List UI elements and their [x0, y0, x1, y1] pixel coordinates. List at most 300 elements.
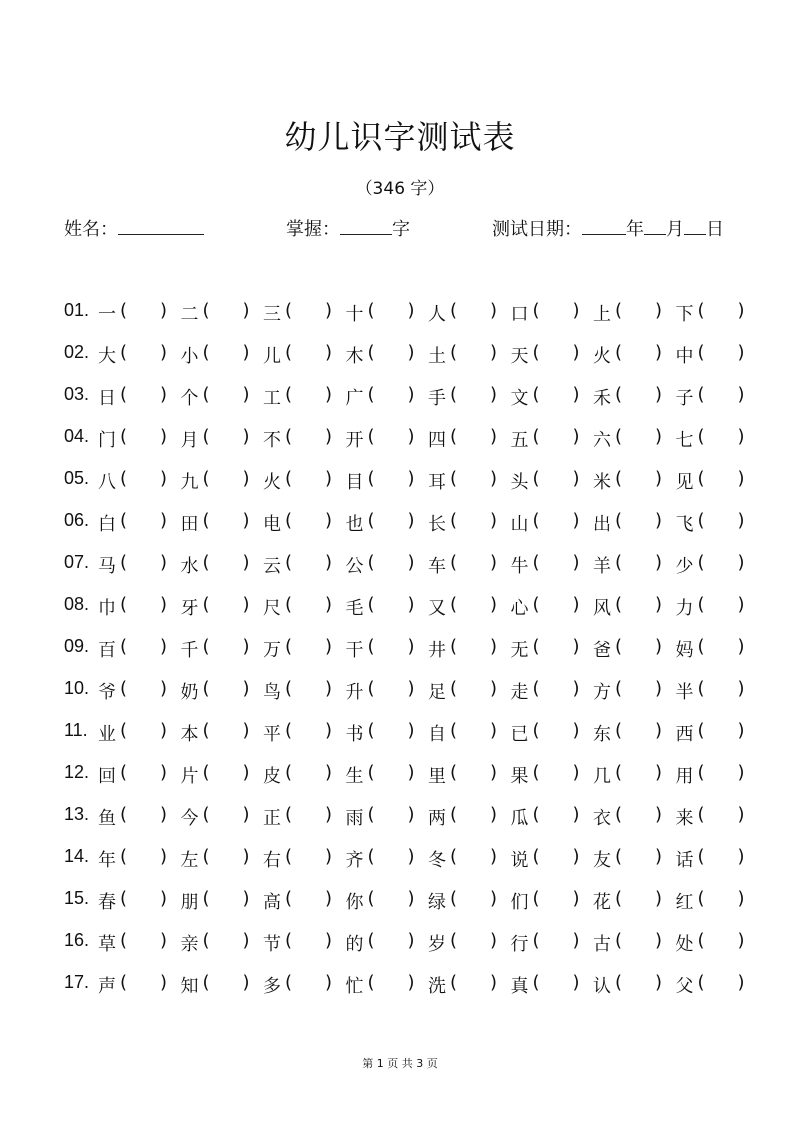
row-number: 02. [64, 342, 90, 362]
answer-open-paren: ( [120, 720, 128, 741]
character-cell: 门 [98, 430, 116, 451]
answer-close-paren: ) [160, 930, 168, 951]
answer-open-paren: ( [615, 300, 623, 321]
answer-close-paren: ) [490, 426, 498, 447]
character-cell: 自 [428, 724, 446, 745]
answer-open-paren: ( [202, 762, 210, 783]
character-cell: 牛 [510, 556, 529, 577]
character-cell: 岁 [428, 934, 446, 955]
character-cell: 果 [510, 766, 529, 787]
character-cell: 耳 [428, 472, 446, 493]
character-cell: 见 [675, 472, 694, 493]
answer-close-paren: ) [490, 720, 498, 741]
character-cell: 毛 [345, 598, 364, 619]
answer-close-paren: ) [572, 636, 580, 657]
answer-open-paren: ( [532, 510, 540, 531]
table-row [64, 378, 754, 420]
character-cell: 书 [345, 724, 364, 745]
answer-close-paren: ) [325, 636, 333, 657]
answer-close-paren: ) [737, 930, 745, 951]
answer-open-paren: ( [202, 468, 210, 489]
page-footer: 第 1 页 共 3 页 [362, 1057, 438, 1070]
character-cell: 知 [180, 976, 199, 997]
answer-close-paren: ) [655, 384, 663, 405]
answer-close-paren: ) [572, 510, 580, 531]
answer-close-paren: ) [490, 846, 498, 867]
character-cell: 头 [510, 472, 529, 493]
answer-close-paren: ) [242, 510, 250, 531]
answer-open-paren: ( [532, 888, 540, 909]
character-cell: 又 [428, 598, 446, 619]
answer-close-paren: ) [325, 552, 333, 573]
answer-open-paren: ( [367, 678, 375, 699]
answer-open-paren: ( [202, 510, 210, 531]
answer-open-paren: ( [697, 510, 705, 531]
answer-close-paren: ) [160, 972, 168, 993]
character-cell: 友 [593, 850, 611, 871]
answer-open-paren: ( [450, 930, 458, 951]
character-cell: 目 [345, 472, 364, 493]
character-cell: 说 [510, 850, 529, 871]
answer-open-paren: ( [697, 678, 705, 699]
answer-close-paren: ) [407, 762, 415, 783]
answer-open-paren: ( [120, 636, 128, 657]
character-cell: 十 [345, 304, 364, 325]
character-cell: 花 [593, 892, 611, 913]
row-number: 17. [64, 972, 90, 992]
character-cell: 升 [345, 682, 364, 703]
answer-close-paren: ) [325, 468, 333, 489]
answer-close-paren: ) [407, 678, 415, 699]
answer-open-paren: ( [367, 636, 375, 657]
answer-open-paren: ( [202, 720, 210, 741]
character-cell: 奶 [180, 682, 199, 703]
answer-close-paren: ) [407, 300, 415, 321]
character-cell: 绿 [428, 892, 446, 913]
date-field [492, 215, 724, 241]
answer-open-paren: ( [532, 384, 540, 405]
answer-close-paren: ) [242, 930, 250, 951]
answer-open-paren: ( [450, 720, 458, 741]
answer-close-paren: ) [490, 972, 498, 993]
character-cell: 少 [675, 556, 694, 577]
answer-close-paren: ) [160, 762, 168, 783]
character-cell: 土 [428, 346, 446, 367]
answer-open-paren: ( [120, 594, 128, 615]
answer-open-paren: ( [367, 426, 375, 447]
page-title: 幼儿识字测试表 [284, 118, 516, 156]
answer-close-paren: ) [160, 384, 168, 405]
answer-open-paren: ( [285, 552, 293, 573]
answer-close-paren: ) [737, 426, 745, 447]
answer-open-paren: ( [367, 384, 375, 405]
answer-close-paren: ) [242, 804, 250, 825]
character-cell: 已 [510, 724, 529, 745]
answer-close-paren: ) [490, 468, 498, 489]
character-cell: 的 [345, 934, 364, 955]
answer-open-paren: ( [697, 930, 705, 951]
answer-close-paren: ) [325, 510, 333, 531]
answer-close-paren: ) [655, 426, 663, 447]
answer-open-paren: ( [120, 678, 128, 699]
character-cell: 齐 [345, 850, 364, 871]
character-cell: 你 [345, 892, 364, 913]
answer-close-paren: ) [407, 384, 415, 405]
answer-open-paren: ( [285, 636, 293, 657]
character-cell: 父 [675, 976, 694, 997]
answer-open-paren: ( [202, 426, 210, 447]
character-cell: 衣 [593, 808, 611, 829]
answer-close-paren: ) [242, 846, 250, 867]
character-cell: 心 [510, 598, 529, 619]
character-cell: 片 [180, 766, 199, 787]
row-number: 04. [64, 426, 90, 446]
answer-open-paren: ( [615, 342, 623, 363]
answer-open-paren: ( [120, 300, 128, 321]
answer-open-paren: ( [120, 972, 128, 993]
character-cell: 认 [593, 976, 611, 997]
answer-close-paren: ) [242, 636, 250, 657]
answer-close-paren: ) [572, 384, 580, 405]
table-row [64, 672, 754, 714]
row-number: 05. [64, 468, 90, 488]
answer-close-paren: ) [407, 426, 415, 447]
answer-close-paren: ) [490, 342, 498, 363]
character-cell: 九 [180, 472, 199, 493]
answer-close-paren: ) [407, 510, 415, 531]
character-cell: 冬 [428, 850, 446, 871]
answer-open-paren: ( [697, 300, 705, 321]
answer-open-paren: ( [450, 426, 458, 447]
answer-open-paren: ( [367, 468, 375, 489]
answer-open-paren: ( [120, 930, 128, 951]
row-number: 15. [64, 888, 90, 908]
character-cell: 们 [510, 892, 529, 913]
answer-close-paren: ) [655, 594, 663, 615]
answer-close-paren: ) [572, 342, 580, 363]
answer-close-paren: ) [737, 468, 745, 489]
character-cell: 也 [345, 514, 364, 535]
answer-open-paren: ( [697, 888, 705, 909]
answer-close-paren: ) [160, 636, 168, 657]
answer-close-paren: ) [737, 762, 745, 783]
answer-close-paren: ) [325, 930, 333, 951]
answer-close-paren: ) [737, 300, 745, 321]
character-cell: 处 [675, 934, 694, 955]
character-cell: 月 [180, 430, 199, 451]
answer-close-paren: ) [572, 762, 580, 783]
day-blank[interactable] [684, 216, 706, 235]
answer-close-paren: ) [160, 426, 168, 447]
answer-close-paren: ) [737, 552, 745, 573]
character-cell: 忙 [345, 976, 364, 997]
answer-close-paren: ) [242, 762, 250, 783]
character-cell: 不 [263, 430, 281, 451]
answer-close-paren: ) [325, 678, 333, 699]
answer-open-paren: ( [202, 804, 210, 825]
character-cell: 个 [180, 388, 199, 409]
answer-open-paren: ( [202, 300, 210, 321]
answer-open-paren: ( [120, 762, 128, 783]
year-blank[interactable] [582, 216, 626, 235]
answer-open-paren: ( [450, 804, 458, 825]
row-number: 14. [64, 846, 90, 866]
answer-open-paren: ( [615, 930, 623, 951]
answer-open-paren: ( [202, 636, 210, 657]
answer-close-paren: ) [737, 972, 745, 993]
answer-close-paren: ) [160, 804, 168, 825]
character-cell: 走 [510, 682, 529, 703]
character-cell: 白 [98, 514, 116, 535]
character-cell: 万 [263, 640, 281, 661]
character-cell: 鸟 [263, 682, 281, 703]
answer-close-paren: ) [655, 342, 663, 363]
answer-close-paren: ) [407, 930, 415, 951]
answer-close-paren: ) [655, 300, 663, 321]
character-cell: 爷 [98, 682, 116, 703]
answer-close-paren: ) [655, 972, 663, 993]
answer-close-paren: ) [160, 510, 168, 531]
character-cell: 开 [345, 430, 364, 451]
character-cell: 二 [180, 304, 199, 325]
answer-close-paren: ) [160, 594, 168, 615]
character-cell: 牙 [180, 598, 199, 619]
answer-close-paren: ) [242, 972, 250, 993]
info-line [64, 215, 742, 243]
answer-open-paren: ( [450, 888, 458, 909]
answer-open-paren: ( [615, 678, 623, 699]
answer-open-paren: ( [615, 846, 623, 867]
answer-open-paren: ( [450, 552, 458, 573]
answer-open-paren: ( [697, 552, 705, 573]
answer-close-paren: ) [572, 888, 580, 909]
answer-open-paren: ( [450, 762, 458, 783]
character-cell: 右 [263, 850, 281, 871]
answer-open-paren: ( [120, 846, 128, 867]
answer-open-paren: ( [450, 342, 458, 363]
answer-open-paren: ( [285, 762, 293, 783]
character-cell: 千 [180, 640, 199, 661]
answer-close-paren: ) [737, 510, 745, 531]
answer-open-paren: ( [120, 552, 128, 573]
answer-open-paren: ( [202, 972, 210, 993]
character-cell: 风 [593, 598, 611, 619]
answer-open-paren: ( [367, 342, 375, 363]
answer-close-paren: ) [242, 342, 250, 363]
answer-close-paren: ) [407, 342, 415, 363]
answer-open-paren: ( [202, 888, 210, 909]
answer-open-paren: ( [615, 552, 623, 573]
month-blank[interactable] [644, 216, 666, 235]
table-row [64, 798, 754, 840]
answer-open-paren: ( [202, 552, 210, 573]
answer-open-paren: ( [202, 930, 210, 951]
character-cell: 水 [180, 556, 199, 577]
character-cell: 方 [593, 682, 611, 703]
character-cell: 无 [510, 640, 529, 661]
answer-close-paren: ) [325, 762, 333, 783]
answer-close-paren: ) [737, 846, 745, 867]
answer-open-paren: ( [697, 804, 705, 825]
answer-close-paren: ) [407, 720, 415, 741]
answer-close-paren: ) [572, 594, 580, 615]
answer-open-paren: ( [615, 720, 623, 741]
character-cell: 干 [345, 640, 364, 661]
character-cell: 真 [510, 976, 529, 997]
answer-open-paren: ( [532, 468, 540, 489]
answer-open-paren: ( [532, 594, 540, 615]
answer-close-paren: ) [490, 300, 498, 321]
answer-open-paren: ( [615, 384, 623, 405]
table-row [64, 630, 754, 672]
answer-close-paren: ) [737, 342, 745, 363]
answer-close-paren: ) [160, 468, 168, 489]
answer-open-paren: ( [285, 510, 293, 531]
mastery-label: 掌握： [286, 219, 340, 240]
character-table [64, 294, 754, 1008]
answer-close-paren: ) [737, 888, 745, 909]
character-cell: 尺 [263, 598, 281, 619]
answer-close-paren: ) [242, 678, 250, 699]
answer-close-paren: ) [242, 594, 250, 615]
answer-open-paren: ( [285, 678, 293, 699]
mastery-field [286, 215, 410, 241]
answer-open-paren: ( [120, 342, 128, 363]
character-cell: 一 [98, 304, 116, 325]
answer-open-paren: ( [285, 846, 293, 867]
character-cell: 生 [345, 766, 364, 787]
answer-close-paren: ) [490, 678, 498, 699]
table-row [64, 546, 754, 588]
character-cell: 米 [593, 472, 611, 493]
character-cell: 大 [98, 346, 116, 367]
character-cell: 木 [345, 346, 364, 367]
answer-open-paren: ( [202, 384, 210, 405]
character-cell: 声 [98, 976, 116, 997]
character-cell: 东 [593, 724, 611, 745]
answer-open-paren: ( [532, 678, 540, 699]
answer-close-paren: ) [490, 510, 498, 531]
answer-open-paren: ( [285, 930, 293, 951]
answer-close-paren: ) [325, 594, 333, 615]
answer-open-paren: ( [450, 300, 458, 321]
character-cell: 来 [675, 808, 694, 829]
character-cell: 公 [345, 556, 364, 577]
character-cell: 禾 [593, 388, 611, 409]
answer-open-paren: ( [285, 426, 293, 447]
character-cell: 多 [263, 976, 281, 997]
answer-close-paren: ) [655, 636, 663, 657]
character-cell: 回 [98, 766, 116, 787]
answer-open-paren: ( [120, 510, 128, 531]
answer-open-paren: ( [285, 300, 293, 321]
answer-open-paren: ( [615, 468, 623, 489]
answer-close-paren: ) [737, 720, 745, 741]
answer-open-paren: ( [615, 762, 623, 783]
row-number: 09. [64, 636, 90, 656]
answer-open-paren: ( [450, 636, 458, 657]
answer-close-paren: ) [325, 888, 333, 909]
answer-close-paren: ) [572, 720, 580, 741]
row-number: 11. [64, 720, 88, 740]
character-cell: 火 [263, 472, 281, 493]
character-cell: 力 [675, 598, 694, 619]
character-cell: 人 [428, 304, 446, 325]
character-cell: 古 [593, 934, 611, 955]
answer-open-paren: ( [285, 594, 293, 615]
answer-open-paren: ( [532, 426, 540, 447]
answer-close-paren: ) [160, 342, 168, 363]
answer-close-paren: ) [325, 384, 333, 405]
answer-close-paren: ) [655, 552, 663, 573]
answer-open-paren: ( [615, 510, 623, 531]
answer-close-paren: ) [160, 888, 168, 909]
answer-open-paren: ( [697, 972, 705, 993]
answer-open-paren: ( [450, 678, 458, 699]
row-number: 13. [64, 804, 90, 824]
answer-open-paren: ( [202, 678, 210, 699]
character-cell: 瓜 [510, 808, 529, 829]
answer-open-paren: ( [615, 972, 623, 993]
character-cell: 两 [428, 808, 446, 829]
answer-close-paren: ) [490, 888, 498, 909]
answer-open-paren: ( [532, 300, 540, 321]
answer-open-paren: ( [697, 468, 705, 489]
answer-close-paren: ) [490, 384, 498, 405]
table-row [64, 336, 754, 378]
answer-open-paren: ( [697, 762, 705, 783]
character-cell: 红 [675, 892, 694, 913]
answer-close-paren: ) [325, 972, 333, 993]
answer-open-paren: ( [367, 300, 375, 321]
name-blank[interactable] [118, 216, 204, 235]
answer-close-paren: ) [407, 636, 415, 657]
answer-close-paren: ) [242, 552, 250, 573]
answer-open-paren: ( [285, 804, 293, 825]
row-number: 03. [64, 384, 90, 404]
answer-close-paren: ) [160, 846, 168, 867]
answer-open-paren: ( [202, 846, 210, 867]
answer-open-paren: ( [615, 636, 623, 657]
character-cell: 亲 [180, 934, 199, 955]
answer-close-paren: ) [572, 804, 580, 825]
character-cell: 车 [428, 556, 446, 577]
character-cell: 百 [98, 640, 116, 661]
answer-close-paren: ) [737, 384, 745, 405]
answer-open-paren: ( [450, 468, 458, 489]
character-cell: 高 [263, 892, 281, 913]
mastery-blank[interactable] [340, 216, 392, 235]
answer-close-paren: ) [572, 846, 580, 867]
answer-open-paren: ( [532, 636, 540, 657]
character-cell: 子 [675, 388, 694, 409]
answer-close-paren: ) [737, 594, 745, 615]
row-number: 10. [64, 678, 90, 698]
answer-close-paren: ) [572, 300, 580, 321]
answer-open-paren: ( [532, 552, 540, 573]
answer-open-paren: ( [532, 930, 540, 951]
answer-close-paren: ) [490, 594, 498, 615]
character-cell: 山 [510, 514, 529, 535]
character-cell: 足 [428, 682, 446, 703]
name-field [64, 215, 204, 241]
answer-open-paren: ( [367, 888, 375, 909]
char-count-subtitle: （346 字） [355, 179, 445, 199]
answer-open-paren: ( [532, 720, 540, 741]
answer-close-paren: ) [655, 846, 663, 867]
table-row [64, 504, 754, 546]
answer-open-paren: ( [697, 720, 705, 741]
